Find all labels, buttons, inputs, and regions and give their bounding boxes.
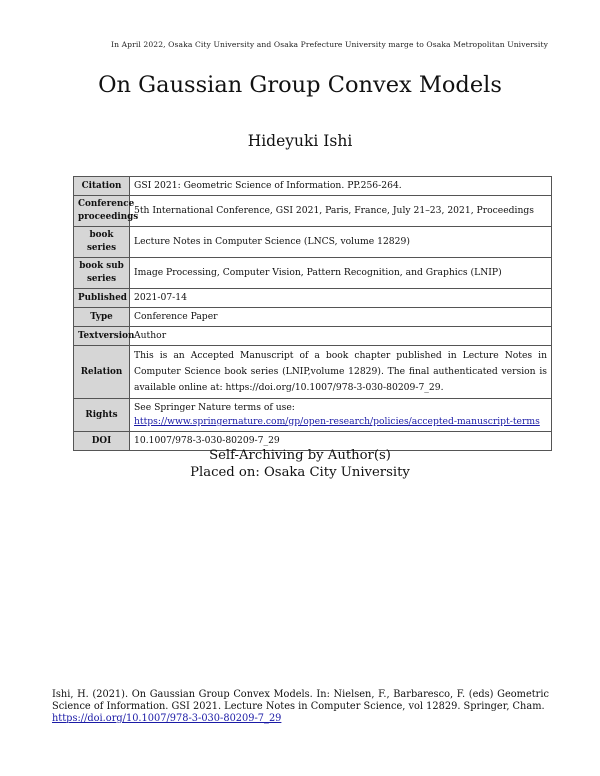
citation-doi-link[interactable]: https://doi.org/10.1007/978-3-030-80209-7_29 — [52, 713, 282, 724]
self-archiving-note — [0, 447, 600, 481]
placed-on-line: Placed on: Osaka City University — [190, 465, 410, 480]
label-relation: Relation — [74, 346, 130, 399]
row-book-series — [74, 227, 552, 258]
row-relation — [74, 346, 552, 399]
value-textversion: Author — [130, 327, 552, 346]
value-rights — [130, 399, 552, 432]
value-doi: 10.1007/978-3-030-80209-7_29 — [130, 432, 552, 451]
label-conference: Conference proceedings — [74, 196, 130, 227]
author-name: Hideyuki Ishi — [247, 132, 353, 150]
label-citation: Citation — [74, 177, 130, 196]
row-textversion — [74, 327, 552, 346]
value-citation: GSI 2021: Geometric Science of Information. PP.256-264. — [130, 177, 552, 196]
merger-notice: In April 2022, Osaka City University and Osaka Prefecture University marge to Osaka Metropolitan University — [110, 40, 548, 49]
row-published — [74, 289, 552, 308]
label-textversion: Textversion — [74, 327, 130, 346]
row-rights — [74, 399, 552, 432]
label-published: Published — [74, 289, 130, 308]
label-doi: DOI — [74, 432, 130, 451]
metadata-table — [73, 176, 552, 451]
self-archiving-line: Self-Archiving by Author(s) — [209, 448, 391, 463]
row-conference — [74, 196, 552, 227]
value-type: Conference Paper — [130, 308, 552, 327]
row-book-sub-series — [74, 258, 552, 289]
value-book-series: Lecture Notes in Computer Science (LNCS, volume 12829) — [130, 227, 552, 258]
citation-text: Ishi, H. (2021). On Gaussian Group Convex Models. In: Nielsen, F., Barbaresco, F. (eds) Geometric Science of Information. GSI 2021. Lecture Notes in Computer Science, vol 12829. Springer, Cham. — [52, 689, 549, 712]
reference-citation — [52, 689, 549, 725]
row-type — [74, 308, 552, 327]
value-published: 2021-07-14 — [130, 289, 552, 308]
label-rights: Rights — [74, 399, 130, 432]
row-citation — [74, 177, 552, 196]
label-type: Type — [74, 308, 130, 327]
value-conference: 5th International Conference, GSI 2021, Paris, France, July 21–23, 2021, Proceedings — [130, 196, 552, 227]
value-relation: This is an Accepted Manuscript of a book chapter published in Lecture Notes in Computer Science book series (LNIP,volume 12829). The final authenticated version is available online at: https://doi.org/10.1007/978-3-030-80209-7_29. — [130, 346, 552, 399]
paper-title: On Gaussian Group Convex Models — [98, 72, 502, 98]
label-book-series: book series — [74, 227, 130, 258]
rights-terms-link[interactable]: https://www.springernature.com/gp/open-research/policies/accepted-manuscript-terms — [134, 416, 540, 427]
rights-text: See Springer Nature terms of use: — [134, 402, 295, 413]
label-book-sub-series: book sub series — [74, 258, 130, 289]
value-book-sub-series: Image Processing, Computer Vision, Pattern Recognition, and Graphics (LNIP) — [130, 258, 552, 289]
